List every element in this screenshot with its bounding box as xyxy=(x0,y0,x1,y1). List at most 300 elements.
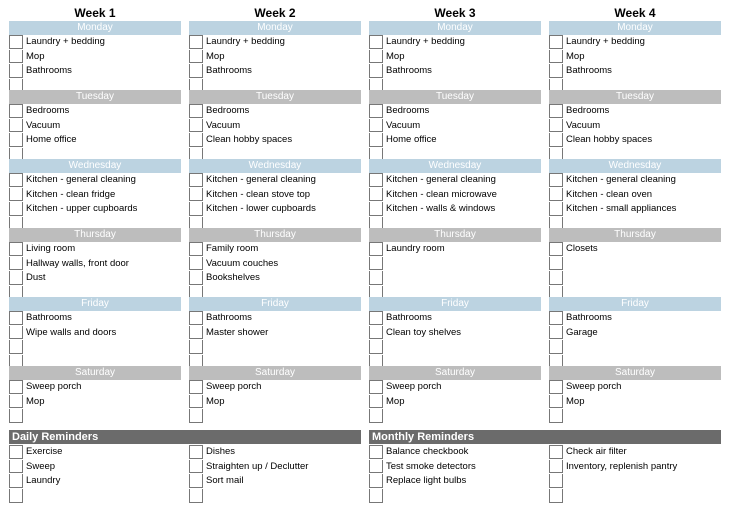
day-section xyxy=(549,228,721,301)
task-checkbox[interactable] xyxy=(9,119,23,133)
day-header: Wednesday xyxy=(549,159,721,173)
task-checkbox[interactable] xyxy=(369,380,383,394)
task-row xyxy=(549,202,721,217)
reminder-row xyxy=(369,489,541,504)
task-label: Bathrooms xyxy=(26,312,72,323)
task-label: Family room xyxy=(206,243,259,254)
day-section xyxy=(9,297,181,370)
task-label: Closets xyxy=(566,243,598,254)
task-row xyxy=(369,311,541,326)
task-label: Sweep porch xyxy=(206,381,262,392)
task-checkbox[interactable] xyxy=(549,119,563,133)
task-checkbox[interactable] xyxy=(549,64,563,78)
day-header: Tuesday xyxy=(9,90,181,104)
task-row xyxy=(9,188,181,203)
task-checkbox[interactable] xyxy=(549,50,563,64)
task-row xyxy=(9,119,181,134)
task-label: Laundry + bedding xyxy=(206,36,285,47)
task-row xyxy=(549,380,721,395)
task-label: Kitchen - clean fridge xyxy=(26,188,116,200)
task-row xyxy=(369,133,541,148)
day-section xyxy=(549,366,721,424)
task-row xyxy=(189,395,361,410)
task-checkbox[interactable] xyxy=(549,173,563,187)
task-label: Kitchen - clean stove top xyxy=(206,188,311,200)
reminder-checkbox[interactable] xyxy=(549,460,563,474)
task-row xyxy=(549,133,721,148)
task-label: Living room xyxy=(26,243,76,254)
task-row xyxy=(9,104,181,119)
task-label: Sweep porch xyxy=(26,381,82,392)
reminder-row xyxy=(189,489,361,504)
task-row xyxy=(369,257,541,272)
task-row xyxy=(9,395,181,410)
reminder-checkbox[interactable] xyxy=(189,474,203,488)
task-checkbox[interactable] xyxy=(9,395,23,409)
day-section xyxy=(549,21,721,94)
task-checkbox[interactable] xyxy=(369,326,383,340)
task-checkbox[interactable] xyxy=(549,271,563,285)
task-row xyxy=(9,340,181,355)
task-label: Kitchen - upper cupboards xyxy=(26,203,138,215)
task-row xyxy=(549,119,721,134)
task-checkbox[interactable] xyxy=(369,257,383,271)
task-row xyxy=(369,50,541,65)
task-label: Mop xyxy=(26,50,45,62)
task-row xyxy=(549,311,721,326)
task-checkbox[interactable] xyxy=(9,242,23,256)
task-checkbox[interactable] xyxy=(369,188,383,202)
task-checkbox[interactable] xyxy=(189,202,203,216)
task-row xyxy=(189,104,361,119)
day-header: Saturday xyxy=(549,366,721,380)
task-label: Kitchen - general cleaning xyxy=(566,174,676,185)
reminder-row xyxy=(189,445,361,460)
reminder-checkbox[interactable] xyxy=(9,474,23,488)
day-section xyxy=(369,159,541,232)
task-label: Kitchen - lower cupboards xyxy=(206,203,316,215)
day-section xyxy=(9,21,181,94)
task-row xyxy=(549,257,721,272)
task-list xyxy=(549,380,721,424)
task-row xyxy=(9,242,181,257)
task-row xyxy=(9,50,181,65)
task-row xyxy=(189,64,361,79)
task-label: Bookshelves xyxy=(206,272,260,284)
task-label: Master shower xyxy=(206,326,269,338)
day-section xyxy=(189,228,361,301)
task-checkbox[interactable] xyxy=(369,50,383,64)
reminder-checkbox[interactable] xyxy=(9,460,23,474)
task-checkbox[interactable] xyxy=(369,340,383,354)
task-row xyxy=(9,35,181,50)
task-list xyxy=(369,173,541,232)
task-list xyxy=(189,242,361,301)
task-checkbox[interactable] xyxy=(189,271,203,285)
task-checkbox[interactable] xyxy=(9,35,23,49)
reminder-row xyxy=(189,474,361,489)
reminder-label: Sort mail xyxy=(206,475,244,487)
task-checkbox[interactable] xyxy=(9,326,23,340)
task-label: Garage xyxy=(566,326,598,338)
task-checkbox[interactable] xyxy=(369,119,383,133)
reminder-row xyxy=(549,489,721,504)
task-checkbox[interactable] xyxy=(189,395,203,409)
task-row xyxy=(9,380,181,395)
task-label: Mop xyxy=(206,395,225,407)
task-label: Sweep porch xyxy=(386,381,442,392)
reminder-row xyxy=(9,474,181,489)
task-checkbox[interactable] xyxy=(369,64,383,78)
reminder-label: Laundry xyxy=(26,475,61,487)
day-header: Friday xyxy=(549,297,721,311)
task-label: Bathrooms xyxy=(206,312,252,323)
reminder-checkbox[interactable] xyxy=(369,474,383,488)
task-label: Laundry + bedding xyxy=(26,36,105,47)
reminder-column xyxy=(189,445,361,504)
task-row xyxy=(369,35,541,50)
reminder-checkbox[interactable] xyxy=(189,445,203,459)
day-section xyxy=(189,90,361,163)
task-row xyxy=(9,202,181,217)
reminder-checkbox[interactable] xyxy=(9,489,23,503)
task-checkbox[interactable] xyxy=(549,202,563,216)
task-checkbox[interactable] xyxy=(549,133,563,147)
day-header: Saturday xyxy=(189,366,361,380)
reminder-label: Straighten up / Declutter xyxy=(206,460,309,472)
task-label: Clean hobby spaces xyxy=(566,134,653,146)
day-header: Thursday xyxy=(369,228,541,242)
task-list xyxy=(9,104,181,163)
task-list xyxy=(369,242,541,301)
task-label: Hallway walls, front door xyxy=(26,257,129,269)
day-section xyxy=(369,228,541,301)
day-section xyxy=(549,90,721,163)
day-header: Friday xyxy=(369,297,541,311)
task-label: Bathrooms xyxy=(26,65,72,77)
day-section xyxy=(9,228,181,301)
task-row xyxy=(549,188,721,203)
reminder-row xyxy=(189,460,361,475)
task-checkbox[interactable] xyxy=(189,409,203,423)
task-row xyxy=(369,340,541,355)
task-label: Mop xyxy=(566,395,585,407)
day-section xyxy=(189,297,361,370)
task-row xyxy=(549,340,721,355)
day-header: Tuesday xyxy=(189,90,361,104)
task-row xyxy=(549,35,721,50)
task-label: Sweep porch xyxy=(566,381,622,392)
day-header: Thursday xyxy=(189,228,361,242)
day-header: Saturday xyxy=(9,366,181,380)
task-list xyxy=(549,35,721,94)
task-label: Mop xyxy=(386,395,405,407)
reminder-label: Test smoke detectors xyxy=(386,460,476,472)
task-checkbox[interactable] xyxy=(369,133,383,147)
task-checkbox[interactable] xyxy=(9,104,23,118)
task-checkbox[interactable] xyxy=(9,380,23,394)
task-label: Mop xyxy=(206,50,225,62)
task-checkbox[interactable] xyxy=(549,242,563,256)
task-checkbox[interactable] xyxy=(9,50,23,64)
task-list xyxy=(189,35,361,94)
task-row xyxy=(9,271,181,286)
task-checkbox[interactable] xyxy=(189,119,203,133)
task-checkbox[interactable] xyxy=(549,257,563,271)
monthly-reminders-header: Monthly Reminders xyxy=(369,430,721,444)
task-row xyxy=(549,50,721,65)
task-row xyxy=(189,271,361,286)
task-checkbox[interactable] xyxy=(9,409,23,423)
task-row xyxy=(549,104,721,119)
task-checkbox[interactable] xyxy=(9,133,23,147)
reminder-column xyxy=(9,445,181,504)
task-checkbox[interactable] xyxy=(189,242,203,256)
task-checkbox[interactable] xyxy=(9,64,23,78)
task-row xyxy=(9,409,181,424)
task-row xyxy=(369,104,541,119)
task-checkbox[interactable] xyxy=(549,35,563,49)
task-label: Bathrooms xyxy=(566,65,612,77)
reminder-label: Inventory, replenish pantry xyxy=(566,460,678,472)
reminder-checkbox[interactable] xyxy=(369,460,383,474)
task-row xyxy=(189,173,361,188)
task-list xyxy=(9,242,181,301)
day-header: Tuesday xyxy=(549,90,721,104)
task-row xyxy=(549,64,721,79)
task-row xyxy=(189,133,361,148)
task-row xyxy=(189,35,361,50)
task-checkbox[interactable] xyxy=(369,104,383,118)
task-row xyxy=(369,409,541,424)
task-checkbox[interactable] xyxy=(369,395,383,409)
reminder-column xyxy=(369,445,541,504)
task-label: Bathrooms xyxy=(386,65,432,77)
task-row xyxy=(549,326,721,341)
reminder-checkbox[interactable] xyxy=(9,445,23,459)
task-row xyxy=(549,271,721,286)
task-checkbox[interactable] xyxy=(189,64,203,78)
task-checkbox[interactable] xyxy=(9,188,23,202)
task-row xyxy=(189,202,361,217)
task-label: Vacuum xyxy=(206,119,241,131)
reminder-row xyxy=(369,460,541,475)
task-checkbox[interactable] xyxy=(189,340,203,354)
week-title: Week 2 xyxy=(254,6,296,20)
task-checkbox[interactable] xyxy=(189,104,203,118)
task-list xyxy=(549,173,721,232)
day-header: Friday xyxy=(9,297,181,311)
reminder-label: Sweep xyxy=(26,460,56,472)
task-label: Home office xyxy=(26,134,77,146)
task-row xyxy=(369,380,541,395)
day-section xyxy=(369,366,541,424)
task-label: Kitchen - clean oven xyxy=(566,188,653,200)
reminder-label: Dishes xyxy=(206,446,236,457)
task-checkbox[interactable] xyxy=(549,395,563,409)
task-label: Wipe walls and doors xyxy=(26,326,117,338)
day-header: Monday xyxy=(369,21,541,35)
task-checkbox[interactable] xyxy=(369,242,383,256)
task-list xyxy=(369,380,541,424)
task-checkbox[interactable] xyxy=(549,409,563,423)
task-row xyxy=(369,202,541,217)
reminder-row xyxy=(369,474,541,489)
task-checkbox[interactable] xyxy=(189,257,203,271)
task-label: Kitchen - general cleaning xyxy=(26,174,136,185)
reminder-row xyxy=(9,445,181,460)
task-checkbox[interactable] xyxy=(369,271,383,285)
task-row xyxy=(549,395,721,410)
task-label: Kitchen - small appliances xyxy=(566,203,677,215)
task-row xyxy=(189,340,361,355)
task-row xyxy=(189,257,361,272)
task-checkbox[interactable] xyxy=(369,311,383,325)
task-row xyxy=(369,395,541,410)
task-checkbox[interactable] xyxy=(369,202,383,216)
day-header: Wednesday xyxy=(9,159,181,173)
day-section xyxy=(549,297,721,370)
task-checkbox[interactable] xyxy=(189,188,203,202)
day-section xyxy=(189,366,361,424)
reminder-checkbox[interactable] xyxy=(189,489,203,503)
task-row xyxy=(189,50,361,65)
task-checkbox[interactable] xyxy=(189,380,203,394)
task-row xyxy=(9,326,181,341)
day-header: Wednesday xyxy=(369,159,541,173)
task-row xyxy=(369,188,541,203)
day-header: Wednesday xyxy=(189,159,361,173)
task-list xyxy=(9,311,181,370)
task-row xyxy=(549,173,721,188)
task-list xyxy=(189,380,361,424)
task-row xyxy=(9,173,181,188)
day-section xyxy=(9,159,181,232)
task-checkbox[interactable] xyxy=(369,173,383,187)
task-checkbox[interactable] xyxy=(549,311,563,325)
reminder-checkbox[interactable] xyxy=(549,474,563,488)
task-list xyxy=(549,311,721,370)
task-list xyxy=(189,173,361,232)
day-header: Friday xyxy=(189,297,361,311)
task-label: Mop xyxy=(386,50,405,62)
day-header: Monday xyxy=(549,21,721,35)
task-label: Mop xyxy=(566,50,585,62)
task-row xyxy=(369,119,541,134)
task-checkbox[interactable] xyxy=(9,257,23,271)
day-header: Monday xyxy=(9,21,181,35)
task-list xyxy=(9,173,181,232)
task-checkbox[interactable] xyxy=(549,340,563,354)
task-label: Mop xyxy=(26,395,45,407)
task-checkbox[interactable] xyxy=(369,409,383,423)
reminder-checkbox[interactable] xyxy=(189,460,203,474)
task-checkbox[interactable] xyxy=(9,173,23,187)
task-row xyxy=(9,257,181,272)
reminder-row xyxy=(549,474,721,489)
task-checkbox[interactable] xyxy=(9,340,23,354)
task-checkbox[interactable] xyxy=(189,50,203,64)
reminder-checkbox[interactable] xyxy=(369,489,383,503)
task-checkbox[interactable] xyxy=(189,311,203,325)
task-checkbox[interactable] xyxy=(549,326,563,340)
task-label: Clean hobby spaces xyxy=(206,134,293,146)
task-label: Bedrooms xyxy=(566,105,610,116)
day-section xyxy=(189,159,361,232)
daily-reminders-header: Daily Reminders xyxy=(9,430,361,444)
task-label: Laundry + bedding xyxy=(386,36,465,47)
day-header: Thursday xyxy=(9,228,181,242)
reminder-row xyxy=(549,460,721,475)
task-label: Kitchen - walls & windows xyxy=(386,203,496,215)
task-checkbox[interactable] xyxy=(9,271,23,285)
task-row xyxy=(189,119,361,134)
reminder-label: Replace light bulbs xyxy=(386,475,467,487)
task-checkbox[interactable] xyxy=(189,35,203,49)
day-section xyxy=(189,21,361,94)
reminder-checkbox[interactable] xyxy=(549,489,563,503)
reminder-row xyxy=(9,489,181,504)
task-label: Bathrooms xyxy=(206,65,252,77)
reminder-row xyxy=(369,445,541,460)
day-header: Saturday xyxy=(369,366,541,380)
task-row xyxy=(369,242,541,257)
reminder-checkbox[interactable] xyxy=(549,445,563,459)
task-row xyxy=(9,311,181,326)
day-header: Thursday xyxy=(549,228,721,242)
task-list xyxy=(549,104,721,163)
week-title: Week 4 xyxy=(614,6,656,20)
task-row xyxy=(189,242,361,257)
task-row xyxy=(189,188,361,203)
task-checkbox[interactable] xyxy=(9,311,23,325)
task-checkbox[interactable] xyxy=(189,133,203,147)
task-label: Bathrooms xyxy=(386,312,432,323)
day-section xyxy=(9,90,181,163)
task-list xyxy=(9,35,181,94)
task-checkbox[interactable] xyxy=(549,380,563,394)
day-section xyxy=(369,297,541,370)
task-label: Bedrooms xyxy=(206,105,250,116)
task-label: Bedrooms xyxy=(386,105,430,116)
reminder-row xyxy=(549,445,721,460)
task-label: Bathrooms xyxy=(566,312,612,323)
task-checkbox[interactable] xyxy=(189,173,203,187)
reminder-checkbox[interactable] xyxy=(369,445,383,459)
task-list xyxy=(549,242,721,301)
task-row xyxy=(369,271,541,286)
day-section xyxy=(369,90,541,163)
task-row xyxy=(189,380,361,395)
task-checkbox[interactable] xyxy=(9,202,23,216)
day-section xyxy=(9,366,181,424)
task-checkbox[interactable] xyxy=(369,35,383,49)
task-row xyxy=(369,326,541,341)
task-checkbox[interactable] xyxy=(549,104,563,118)
task-checkbox[interactable] xyxy=(189,326,203,340)
task-row xyxy=(189,409,361,424)
week-title: Week 1 xyxy=(74,6,116,20)
task-row xyxy=(189,311,361,326)
task-label: Kitchen - clean microwave xyxy=(386,188,497,200)
task-label: Bedrooms xyxy=(26,105,70,116)
task-label: Kitchen - general cleaning xyxy=(386,174,496,185)
task-row xyxy=(549,242,721,257)
task-list xyxy=(9,380,181,424)
task-list xyxy=(189,311,361,370)
week-title: Week 3 xyxy=(434,6,476,20)
task-checkbox[interactable] xyxy=(549,188,563,202)
